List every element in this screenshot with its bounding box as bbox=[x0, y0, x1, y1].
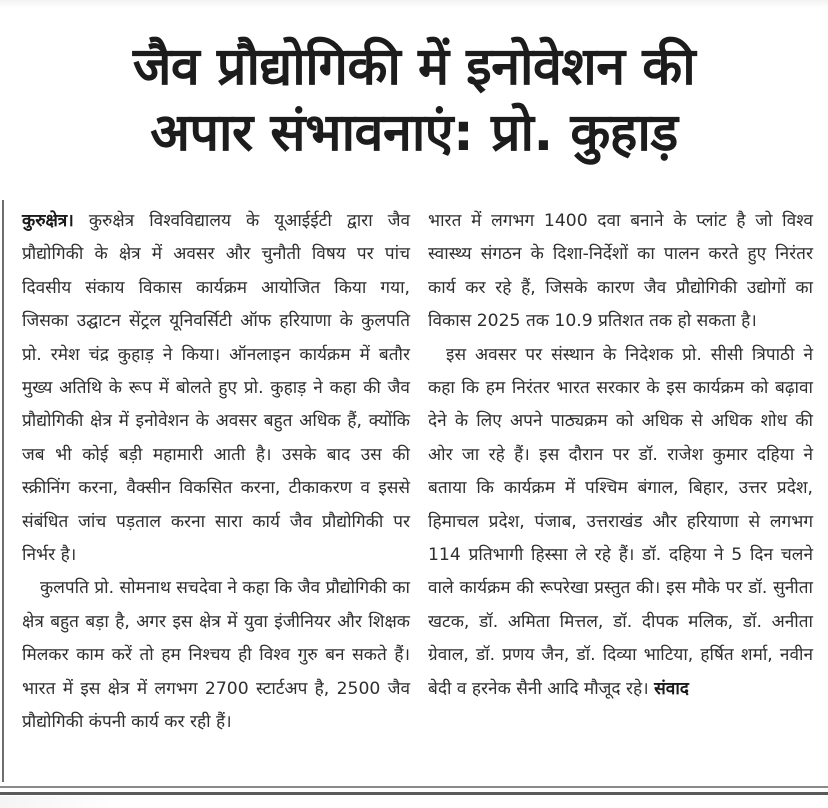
article-body bbox=[0, 200, 828, 775]
dateline: कुरुक्षेत्र। bbox=[22, 211, 74, 231]
right-paragraph-2 bbox=[428, 339, 813, 706]
left-paragraph-1 bbox=[22, 205, 410, 572]
right-column bbox=[428, 205, 813, 706]
bottom-edge bbox=[0, 796, 828, 808]
right-paragraph-1: भारत में लगभग 1400 दवा बनाने के प्लांट है जो विश्व स्वास्थ्य संगठन के दिशा-निर्देशों का पालन करते हुए निरंतर कार्य कर रहे हैं, जिसके कारण जैव प्रौद्योगिकी उद्योगों का विकास 2025 तक 10.9 प्रतिशत तक हो सकता है। bbox=[428, 211, 813, 332]
top-fade-edge bbox=[0, 0, 828, 8]
column-border bbox=[2, 200, 4, 782]
byline: संवाद bbox=[654, 678, 689, 699]
left-column bbox=[22, 205, 410, 740]
article-headline bbox=[0, 34, 828, 166]
right-paragraph-2-text: इस अवसर पर संस्थान के निदेशक प्रो. सीसी त्रिपाठी ने कहा कि हम निरंतर भारत सरकार के इस कार्यक्रम को बढ़ावा देने के लिए अपने पाठ्यक्रम को अधिक से अधिक शोध की ओर जा रहे हैं। इस दौरान पर डॉ. राजेश कुमार दहिया ने बताया कि कार्यक्रम में पश्चिम बंगाल, बिहार, उत्तर प्रदेश, हिमाचल प्रदेश, पंजाब, उत्तराखंड और हरियाणा से लगभग 114 प्रतिभागी हिस्सा ले रहे हैं। डॉ. दहिया ने 5 दिन चलने वाले कार्यक्रम की रूपरेखा प्रस्तुत की। इस मौके पर डॉ. सुनीता खटक, डॉ. अमिता मित्तल, डॉ. दीपक मलिक, डॉ. अनीता ग्रेवाल, डॉ. प्रणय जैन, डॉ. दिव्या भाटिया, हर्षित शर्मा, नवीन बेदी व हरनेक सैनी आदि मौजूद रहे। bbox=[428, 344, 813, 699]
headline-line-1: जैव प्रौद्योगिकी में इनोवेशन की bbox=[132, 37, 696, 97]
left-paragraph-1-text: कुरुक्षेत्र विश्वविद्यालय के यूआईईटी द्वारा जैव प्रौद्योगिकी के क्षेत्र में अवसर और चुनौती विषय पर पांच दिवसीय संकाय विकास कार्यक्रम आयोजित किया गया, जिसका उद्घाटन सेंट्रल यूनिवर्सिटी ऑफ हरियाणा के कुलपति प्रो. रमेश चंद्र कुहाड़ ने किया। ऑनलाइन कार्यक्रम में बतौर मुख्य अतिथि के रूप में बोलते हुए प्रो. कुहाड़ ने कहा की जैव प्रौद्योगिकी क्षेत्र में इनोवेशन के अवसर बहुत अधिक हैं, क्योंकि जब भी कोई बड़ी महामारी आती है। उसके बाद उस की स्क्रीनिंग करना, वैक्सीन विकसित करना, टीकाकरण व इससे संबंधित जांच पड़ताल करना सारा कार्य जैव प्रौद्योगिकी पर निर्भर है। bbox=[22, 211, 410, 566]
bottom-rule-thick bbox=[0, 792, 828, 795]
headline-line-2: अपार संभावनाएं: प्रो. कुहाड़ bbox=[150, 103, 678, 163]
left-paragraph-2: कुलपति प्रो. सोमनाथ सचदेवा ने कहा कि जैव प्रौद्योगिकी का क्षेत्र बहुत बड़ा है, अगर इस क्षेत्र में युवा इंजीनियर और शिक्षक मिलकर काम करें तो हम निश्चय ही विश्व गुरु बन सकते हैं। भारत में इस क्षेत्र में लगभग 2700 स्टार्टअप है, 2500 जैव प्रौद्योगिकी कंपनी कार्य कर रही हैं। bbox=[22, 578, 410, 733]
bottom-rule-thin bbox=[0, 786, 828, 788]
